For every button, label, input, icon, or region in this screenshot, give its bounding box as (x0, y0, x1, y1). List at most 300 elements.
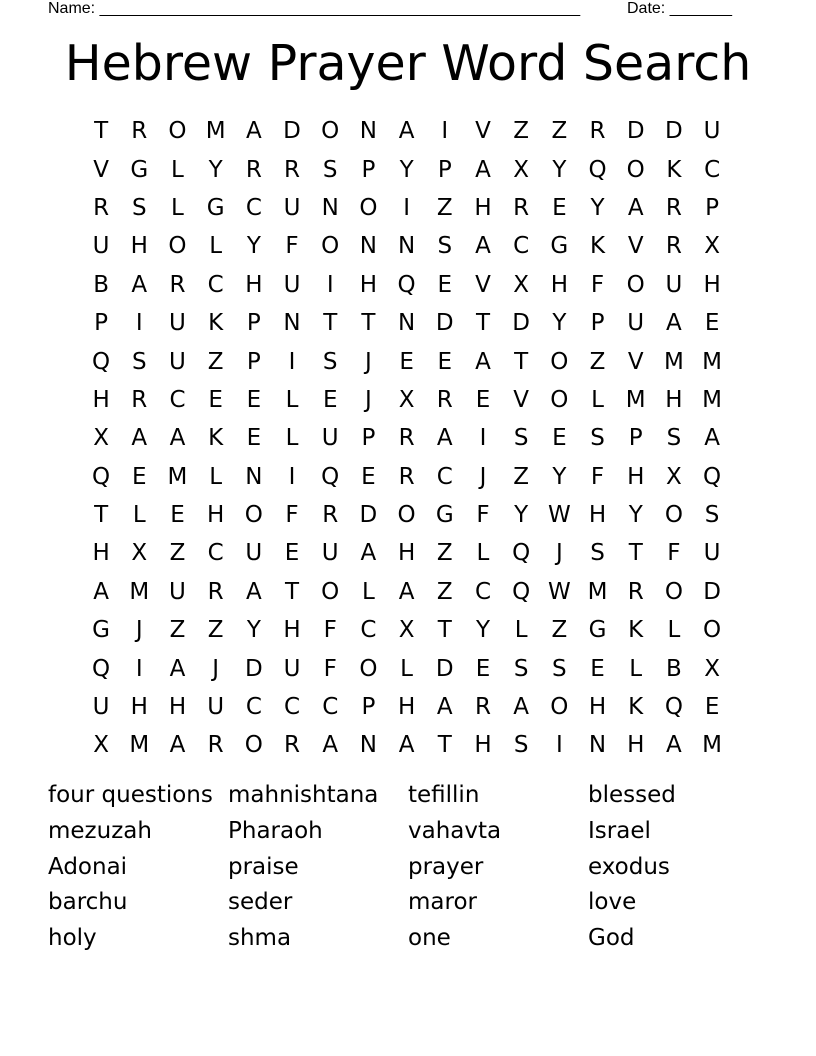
grid-letter: L (171, 194, 184, 221)
grid-letter: K (208, 310, 224, 337)
grid-letter: T (514, 348, 529, 375)
grid-letter: N (359, 732, 378, 759)
grid-letter: R (284, 732, 301, 759)
word-bank-item: blessed (588, 782, 676, 808)
word-bank (48, 778, 768, 957)
grid-letter: E (475, 386, 491, 413)
grid-letter: R (169, 271, 186, 298)
grid-letter: X (666, 463, 682, 490)
grid-letter: Z (169, 617, 186, 644)
grid-row (82, 381, 732, 419)
word-bank-item: mezuzah (48, 817, 152, 844)
grid-letter: O (321, 233, 340, 260)
header-line (48, 0, 748, 20)
grid-letter: N (359, 118, 378, 145)
grid-letter: G (92, 617, 110, 644)
grid-letter: E (170, 502, 185, 529)
grid-letter: Z (551, 118, 568, 145)
grid-letter: Z (513, 118, 530, 145)
grid-letter: F (590, 271, 605, 298)
grid-letter: T (437, 617, 452, 644)
grid-letter: L (171, 156, 184, 183)
word-bank-item: Pharaoh (228, 817, 323, 844)
grid-letter: R (474, 694, 491, 721)
grid-letter: O (703, 617, 722, 644)
word-bank-item: barchu (48, 889, 128, 916)
grid-letter: H (550, 271, 568, 298)
grid-letter: A (666, 732, 682, 759)
grid-letter: L (476, 540, 490, 567)
grid-letter: G (206, 194, 225, 221)
grid-letter: M (702, 732, 723, 759)
grid-letter: U (169, 348, 186, 375)
grid-letter: S (513, 732, 529, 759)
grid-letter: L (285, 386, 299, 413)
grid-letter: X (513, 271, 530, 298)
grid-row (82, 227, 732, 265)
grid-letter: R (284, 156, 301, 183)
grid-letter: J (365, 348, 372, 375)
grid-letter: V (93, 156, 109, 183)
word-bank-item: praise (228, 853, 299, 880)
grid-letter: U (283, 271, 301, 298)
grid-letter: A (398, 118, 415, 145)
grid-row (82, 266, 732, 304)
grid-letter: Q (664, 694, 683, 721)
grid-letter: O (321, 118, 340, 145)
grid-letter: I (288, 463, 296, 490)
grid-letter: S (552, 655, 567, 682)
grid-letter: D (359, 502, 378, 529)
grid-letter: H (397, 694, 416, 721)
grid-letter: C (513, 233, 530, 260)
grid-row (82, 611, 732, 649)
grid-row (82, 458, 732, 496)
grid-letter: N (245, 463, 263, 490)
grid-letter: S (590, 425, 605, 452)
grid-letter: U (703, 540, 721, 567)
grid-letter: J (212, 655, 220, 682)
grid-letter: R (398, 425, 415, 452)
grid-letter: H (703, 271, 721, 298)
grid-row (82, 304, 732, 342)
grid-letter: P (246, 348, 261, 375)
grid-letter: R (93, 194, 110, 221)
grid-letter: R (436, 386, 453, 413)
grid-letter: P (437, 156, 452, 183)
grid-letter: U (703, 118, 721, 145)
grid-letter: P (94, 310, 109, 337)
grid-letter: Q (92, 348, 111, 375)
grid-row (82, 496, 732, 534)
grid-letter: E (475, 655, 491, 682)
grid-letter: E (322, 386, 338, 413)
grid-letter: C (474, 578, 491, 605)
grid-letter: Q (512, 578, 531, 605)
grid-letter: Z (551, 617, 568, 644)
grid-letter: O (550, 348, 569, 375)
grid-letter: O (321, 578, 340, 605)
grid-letter: A (245, 578, 262, 605)
grid-letter: A (475, 233, 491, 260)
grid-letter: X (93, 425, 109, 452)
grid-letter: O (244, 732, 263, 759)
grid-letter: M (167, 463, 188, 490)
grid-letter: T (437, 732, 452, 759)
word-bank-item: prayer (408, 853, 484, 880)
grid-letter: X (131, 540, 148, 567)
grid-letter: L (629, 655, 643, 682)
grid-letter: E (552, 425, 567, 452)
grid-letter: F (667, 540, 681, 567)
grid-letter: X (93, 732, 109, 759)
grid-row (82, 688, 732, 726)
grid-letter: D (283, 118, 301, 145)
grid-letter: H (168, 694, 187, 721)
grid-row (82, 342, 732, 380)
grid-letter: H (130, 233, 148, 260)
grid-letter: N (283, 310, 301, 337)
grid-letter: E (552, 194, 567, 221)
word-bank-item: maror (408, 889, 477, 916)
grid-letter: E (246, 425, 262, 452)
grid-letter: Q (92, 655, 111, 682)
grid-row (82, 573, 732, 611)
grid-letter: D (703, 578, 721, 605)
grid-letter: G (550, 233, 569, 260)
word-bank-item: God (588, 925, 635, 952)
grid-letter: M (205, 118, 226, 145)
grid-letter: T (323, 310, 338, 337)
grid-letter: F (285, 502, 299, 529)
grid-letter: H (245, 271, 263, 298)
word-bank-item: four questions (48, 782, 213, 808)
grid-letter: U (665, 271, 683, 298)
grid-letter: U (92, 694, 110, 721)
grid-letter: R (589, 118, 606, 145)
grid-letter: O (664, 578, 683, 605)
grid-letter: D (435, 310, 454, 337)
grid-letter: A (169, 655, 186, 682)
grid-letter: E (361, 463, 376, 490)
grid-letter: A (475, 348, 491, 375)
grid-letter: L (361, 578, 375, 605)
grid-letter: L (591, 386, 604, 413)
grid-letter: U (245, 540, 263, 567)
grid-letter: Z (589, 348, 606, 375)
grid-letter: U (169, 310, 186, 337)
grid-letter: C (322, 694, 339, 721)
grid-letter: E (208, 386, 223, 413)
grid-letter: I (555, 732, 563, 759)
grid-letter: A (169, 732, 186, 759)
grid-letter: M (702, 386, 723, 413)
grid-letter: L (285, 425, 299, 452)
grid-letter: S (704, 502, 720, 529)
grid-letter: E (590, 655, 605, 682)
grid-row (82, 112, 732, 150)
grid-letter: E (246, 386, 262, 413)
grid-letter: H (130, 694, 148, 721)
grid-letter: F (285, 233, 299, 260)
grid-letter: O (359, 655, 378, 682)
grid-letter: C (207, 271, 224, 298)
grid-letter: A (398, 578, 415, 605)
grid-letter: P (246, 310, 261, 337)
grid-letter: C (245, 694, 262, 721)
grid-letter: O (550, 386, 569, 413)
grid-letter: C (245, 194, 262, 221)
word-bank-item: tefillin (408, 782, 480, 808)
grid-letter: T (475, 310, 490, 337)
grid-letter: E (399, 348, 414, 375)
grid-letter: U (283, 194, 301, 221)
grid-letter: S (666, 425, 682, 452)
grid-letter: O (664, 502, 683, 529)
grid-letter: K (666, 156, 682, 183)
grid-letter: M (625, 386, 646, 413)
grid-letter: U (207, 694, 225, 721)
grid-row (82, 189, 732, 227)
grid-letter: A (169, 425, 186, 452)
grid-letter: M (702, 348, 723, 375)
grid-letter: I (479, 425, 487, 452)
grid-letter: N (359, 233, 378, 260)
grid-letter: L (209, 233, 223, 260)
grid-letter: P (705, 194, 720, 221)
grid-letter: O (550, 694, 569, 721)
grid-letter: O (397, 502, 416, 529)
grid-letter: I (326, 271, 334, 298)
grid-letter: R (245, 156, 262, 183)
grid-letter: Q (512, 540, 531, 567)
word-bank-item: exodus (588, 853, 670, 880)
grid-letter: H (665, 386, 683, 413)
grid-letter: Z (436, 540, 453, 567)
grid-letter: I (403, 194, 410, 221)
grid-letter: F (476, 502, 490, 529)
grid-letter: H (397, 540, 416, 567)
grid-letter: D (665, 118, 683, 145)
grid-letter: X (513, 156, 530, 183)
grid-letter: H (207, 502, 225, 529)
word-bank-item: shma (228, 925, 292, 952)
grid-letter: W (547, 502, 571, 529)
grid-letter: C (360, 617, 377, 644)
grid-letter: Y (552, 463, 567, 490)
grid-letter: S (590, 540, 605, 567)
grid-letter: E (704, 694, 720, 721)
grid-letter: M (129, 578, 150, 605)
word-bank-item: one (408, 925, 451, 952)
grid-letter: G (435, 502, 454, 529)
grid-letter: R (665, 194, 682, 221)
grid-letter: A (513, 694, 530, 721)
grid-letter: X (398, 617, 415, 644)
grid-letter: V (475, 118, 491, 145)
grid-letter: C (436, 463, 453, 490)
grid-letter: U (321, 540, 339, 567)
grid-letter: R (207, 578, 224, 605)
grid-letter: P (361, 425, 376, 452)
grid-letter: L (400, 655, 413, 682)
grid-letter: Q (92, 463, 111, 490)
grid-letter: R (627, 578, 644, 605)
grid-letter: U (283, 655, 301, 682)
grid-letter: Y (628, 502, 643, 529)
grid-letter: L (209, 463, 223, 490)
grid-letter: Z (207, 348, 224, 375)
grid-letter: N (321, 194, 339, 221)
name-field-label: Name: ______________________________________________________ (48, 0, 581, 17)
grid-letter: R (665, 233, 682, 260)
grid-letter: U (321, 425, 339, 452)
grid-letter: O (168, 233, 187, 260)
grid-letter: M (587, 578, 608, 605)
grid-letter: L (667, 617, 681, 644)
grid-letter: K (628, 694, 644, 721)
grid-letter: G (130, 156, 149, 183)
grid-letter: H (359, 271, 378, 298)
grid-letter: Q (588, 156, 607, 183)
date-field-label: Date: _______ (627, 0, 732, 17)
grid-letter: O (168, 118, 187, 145)
grid-letter: Q (703, 463, 722, 490)
grid-letter: V (475, 271, 491, 298)
grid-letter: L (514, 617, 528, 644)
grid-letter: U (92, 233, 110, 260)
grid-letter: A (704, 425, 720, 452)
word-bank-item: mahnishtana (228, 782, 379, 808)
grid-letter: H (474, 732, 492, 759)
grid-letter: J (135, 617, 143, 644)
grid-letter: P (361, 156, 376, 183)
grid-letter: A (322, 732, 339, 759)
grid-letter: A (131, 425, 148, 452)
grid-letter: O (626, 156, 645, 183)
grid-letter: H (627, 732, 645, 759)
grid-letter: C (169, 386, 186, 413)
grid-letter: A (475, 156, 491, 183)
grid-letter: E (132, 463, 147, 490)
grid-letter: R (513, 194, 530, 221)
grid-letter: C (704, 156, 721, 183)
grid-letter: U (169, 578, 186, 605)
grid-letter: N (397, 233, 416, 260)
grid-row (82, 419, 732, 457)
grid-letter: E (437, 271, 453, 298)
word-bank-item: Israel (588, 817, 651, 844)
grid-letter: C (284, 694, 301, 721)
grid-letter: M (129, 732, 150, 759)
grid-letter: H (92, 386, 110, 413)
grid-letter: T (285, 578, 300, 605)
grid-letter: B (93, 271, 109, 298)
grid-letter: J (555, 540, 563, 567)
grid-letter: R (207, 732, 224, 759)
grid-letter: Q (397, 271, 416, 298)
grid-letter: H (92, 540, 110, 567)
grid-letter: U (627, 310, 645, 337)
grid-letter: K (208, 425, 224, 452)
page-title: Hebrew Prayer Word Search (64, 35, 752, 92)
grid-letter: Y (399, 156, 414, 183)
grid-letter: A (666, 310, 682, 337)
grid-letter: Z (169, 540, 186, 567)
grid-letter: K (589, 233, 606, 260)
grid-letter: P (361, 694, 376, 721)
grid-letter: X (398, 386, 415, 413)
grid-letter: X (704, 233, 720, 260)
grid-letter: S (513, 425, 529, 452)
grid-letter: D (512, 310, 531, 337)
grid-letter: A (436, 425, 453, 452)
grid-letter: F (323, 655, 337, 682)
grid-letter: Y (208, 156, 223, 183)
grid-letter: F (590, 463, 605, 490)
grid-letter: J (479, 463, 487, 490)
grid-letter: R (131, 386, 148, 413)
grid-letter: A (360, 540, 377, 567)
grid-letter: T (628, 540, 643, 567)
grid-letter: S (513, 655, 529, 682)
word-bank-item: Adonai (48, 853, 128, 880)
grid-letter: Y (514, 502, 529, 529)
grid-letter: B (666, 655, 682, 682)
grid-letter: D (244, 655, 263, 682)
grid-letter: Y (552, 310, 567, 337)
grid-letter: I (135, 310, 143, 337)
grid-letter: J (365, 386, 372, 413)
grid-letter: K (628, 617, 644, 644)
grid-letter: E (284, 540, 300, 567)
grid-letter: H (627, 463, 645, 490)
grid-letter: M (663, 348, 684, 375)
letter-grid (82, 112, 732, 765)
grid-letter: H (588, 502, 607, 529)
grid-letter: I (441, 118, 449, 145)
grid-letter: Y (475, 617, 490, 644)
grid-letter: S (322, 348, 338, 375)
grid-letter: S (131, 348, 147, 375)
grid-letter: V (627, 233, 644, 260)
grid-letter: A (436, 694, 453, 721)
grid-letter: A (627, 194, 644, 221)
grid-letter: Z (513, 463, 530, 490)
word-bank-item: holy (48, 925, 97, 952)
grid-letter: A (245, 118, 262, 145)
grid-letter: Z (436, 194, 453, 221)
grid-letter: E (704, 310, 720, 337)
grid-letter: Y (590, 194, 605, 221)
grid-letter: C (207, 540, 224, 567)
grid-row (82, 649, 732, 687)
grid-letter: S (322, 156, 338, 183)
grid-letter: Z (436, 578, 453, 605)
grid-letter: X (704, 655, 720, 682)
word-bank-item: vahavta (408, 817, 502, 844)
grid-letter: R (398, 463, 415, 490)
grid-letter: T (361, 310, 376, 337)
grid-letter: Y (246, 233, 261, 260)
grid-row (82, 534, 732, 572)
grid-letter: Z (207, 617, 224, 644)
grid-letter: L (132, 502, 146, 529)
grid-letter: I (135, 655, 143, 682)
grid-letter: R (131, 118, 148, 145)
grid-letter: O (359, 194, 378, 221)
grid-letter: A (93, 578, 109, 605)
